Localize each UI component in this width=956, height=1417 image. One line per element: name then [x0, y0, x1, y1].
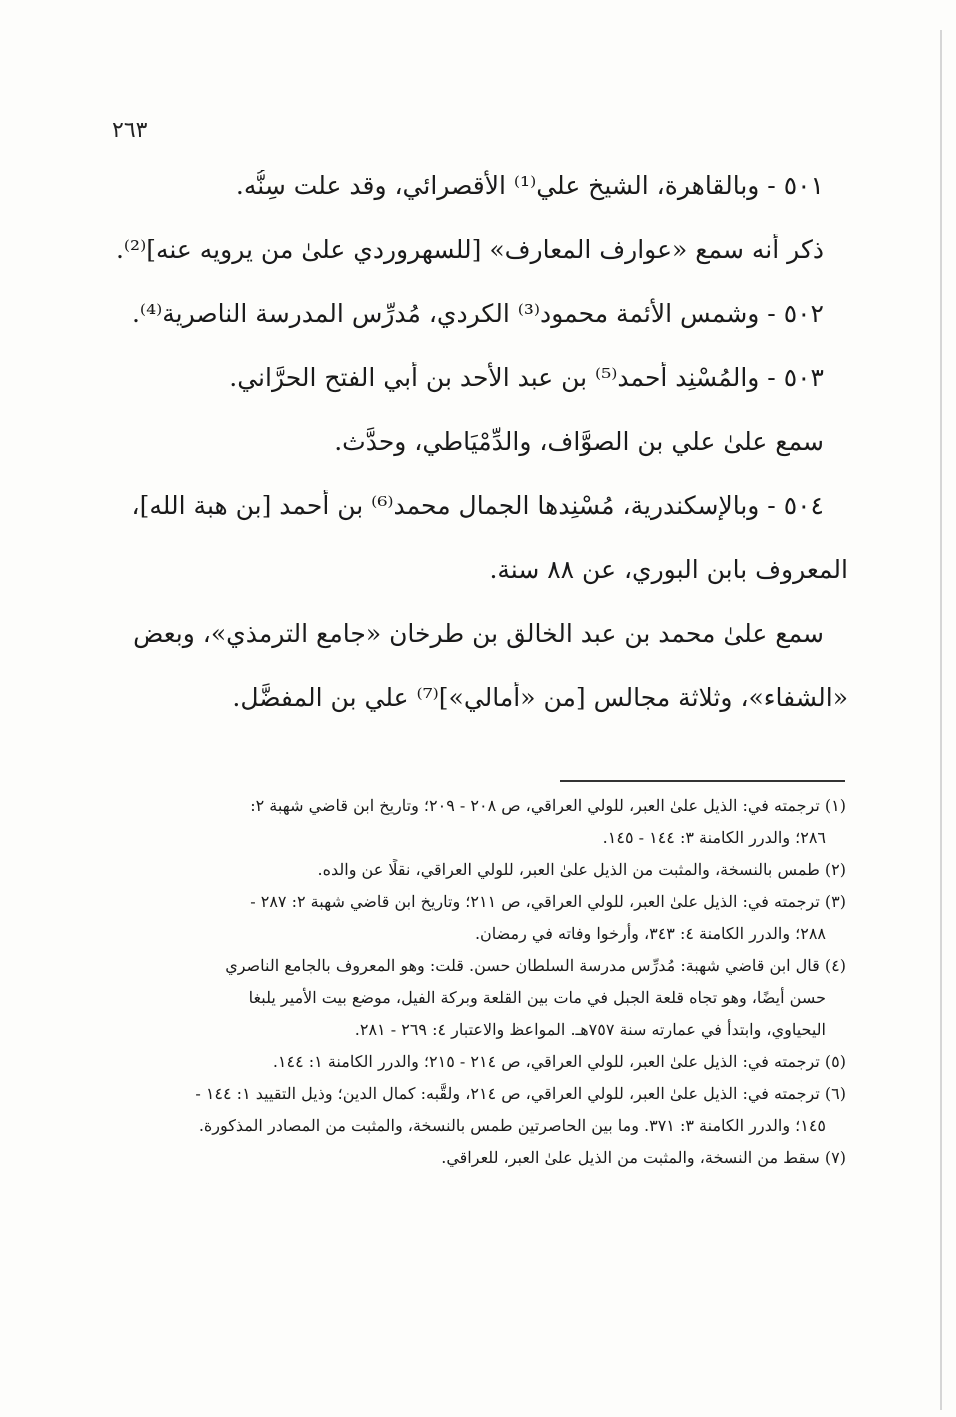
- footnote-3-line-1: (٣) ترجمته في: الذيل علىٰ العبر، للولي العراقي، ص ٢١١؛ وتاريخ ابن قاضي شهبة ٢: ٢٨٧ -: [250, 892, 846, 911]
- footnotes-section: [118, 795, 846, 1179]
- footnote-6-line-2: ١٤٥؛ والدرر الكامنة ٣: ٣٧١. وما بين الحاصرتين طمس بالنسخة، والمثبت من المصادر المذكورة.: [198, 1116, 826, 1135]
- footnote-4-line-3: اليحياوي، وابتدأ في عمارته سنة ٧٥٧هـ. المواعظ والاعتبار ٤: ٢٦٩ - ٢٨١.: [354, 1020, 826, 1039]
- footnote-4-line-1: (٤) قال ابن قاضي شهبة: مُدرِّس مدرسة السلطان حسن. قلت: وهو المعروف بالجامع الناصري: [225, 956, 846, 975]
- entry-504-line-2: المعروف بابن البوري، عن ٨٨ سنة.: [489, 555, 848, 584]
- entry-502-line: ٥٠٢ - وشمس الأئمة محمود⁽³⁾ الكردي، مُدرِّس المدرسة الناصرية⁽⁴⁾.: [131, 299, 824, 328]
- footnote-7: (٧) سقط من النسخة، والمثبت من الذيل علىٰ العبر، للعراقي.: [441, 1148, 846, 1167]
- entry-504-note-line-2: «الشفاء»، وثلاثة مجالس [من «أمالي»]⁽⁷⁾ علي بن المفضَّل.: [232, 683, 848, 712]
- entry-501-note-line: ذكر أنه سمع «عوارف المعارف» [للسهروردي علىٰ من يرويه عنه]⁽²⁾.: [115, 235, 824, 264]
- footnote-6-line-1: (٦) ترجمته في: الذيل علىٰ العبر، للولي العراقي، ص ٢١٤، ولقَّبه: كمال الدين؛ وذيل التقييد ١: ١٤٤ -: [195, 1084, 846, 1103]
- page-edge-shadow: [940, 30, 942, 1410]
- entry-504-note-line-1: سمع علىٰ محمد بن عبد الخالق بن طرخان «جامع الترمذي»، وبعض: [133, 619, 824, 648]
- footnote-4-line-2: حسن أيضًا، وهو تجاه قلعة الجبل في مات بين القلعة وبركة الفيل، موضع بيت الأمير يلبغا: [248, 988, 826, 1007]
- main-text-body: [96, 170, 848, 746]
- page-number: ٢٦٣: [112, 118, 148, 143]
- entry-503-note-line: سمع علىٰ علي بن الصوَّاف، والدِّمْيَاطي، وحدَّث.: [334, 427, 824, 456]
- entry-501-line: ٥٠١ - وبالقاهرة، الشيخ علي⁽¹⁾ الأقصرائي، وقد علت سِنُّه.: [235, 171, 824, 200]
- footnote-separator: [560, 780, 845, 782]
- footnote-2: (٢) طمس بالنسخة، والمثبت من الذيل علىٰ العبر، للولي العراقي، نقلًا عن والده.: [317, 860, 846, 879]
- footnote-1-line-1: (١) ترجمته في: الذيل علىٰ العبر، للولي العراقي، ص ٢٠٨ - ٢٠٩؛ وتاريخ ابن قاضي شهبة ٢:: [250, 796, 846, 815]
- footnote-1-line-2: ٢٨٦؛ والدرر الكامنة ٣: ١٤٤ - ١٤٥.: [602, 828, 826, 847]
- footnote-5: (٥) ترجمته في: الذيل علىٰ العبر، للولي العراقي، ص ٢١٤ - ٢١٥؛ والدرر الكامنة ١: ١٤٤.: [272, 1052, 846, 1071]
- entry-503-line: ٥٠٣ - والمُسْنِد أحمد⁽⁵⁾ بن عبد الأحد بن أبي الفتح الحرَّاني.: [229, 363, 824, 392]
- footnote-3-line-2: ٢٨٨؛ والدرر الكامنة ٤: ٣٤٣، وأرخوا وفاته في رمضان.: [474, 924, 826, 943]
- entry-504-line-1: ٥٠٤ - وبالإسكندرية، مُسْنِدها الجمال محمد⁽⁶⁾ بن أحمد [بن هبة الله]،: [131, 491, 824, 520]
